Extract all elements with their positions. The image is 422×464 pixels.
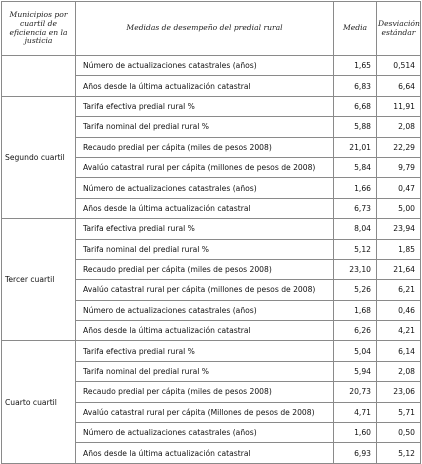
mean-cell: 5,26 [334,280,377,300]
sd-cell: 0,50 [377,423,421,443]
measure-cell: Número de actualizaciones catastrales (años) [76,178,334,198]
sd-cell: 6,21 [377,280,421,300]
performance-table [1,1,421,464]
sd-cell: 23,94 [377,219,421,239]
table-row [2,219,421,239]
group-label: Cuarto cuartil [2,341,76,463]
sd-cell: 1,85 [377,239,421,259]
sd-cell: 0,47 [377,178,421,198]
sd-cell: 23,06 [377,382,421,402]
mean-cell: 5,88 [334,117,377,137]
sd-cell: 11,91 [377,96,421,116]
sd-cell: 22,29 [377,137,421,157]
mean-cell: 5,94 [334,361,377,381]
sd-cell: 6,64 [377,76,421,96]
measure-cell: Número de actualizaciones catastrales (años) [76,56,334,76]
measure-cell: Tarifa efectiva predial rural % [76,219,334,239]
sd-cell: 21,64 [377,259,421,279]
mean-cell: 6,83 [334,76,377,96]
mean-cell: 1,65 [334,56,377,76]
sd-cell: 5,00 [377,198,421,218]
header-mean: Media [334,2,377,56]
measure-cell: Tarifa nominal del predial rural % [76,239,334,259]
table-row [2,96,421,116]
measure-cell: Recaudo predial per cápita (miles de pesos 2008) [76,259,334,279]
sd-cell: 0,46 [377,300,421,320]
mean-cell: 5,12 [334,239,377,259]
measure-cell: Avalúo catastral rural per cápita (millones de pesos de 2008) [76,280,334,300]
mean-cell: 23,10 [334,259,377,279]
measure-cell: Avalúo catastral rural per cápita (Millones de pesos de 2008) [76,402,334,422]
measure-cell: Tarifa nominal del predial rural % [76,361,334,381]
measure-cell: Número de actualizaciones catastrales (años) [76,300,334,320]
measure-cell: Recaudo predial per cápita (miles de pesos 2008) [76,382,334,402]
sd-cell: 5,12 [377,443,421,463]
mean-cell: 20,73 [334,382,377,402]
group-label: Segundo cuartil [2,96,76,218]
measure-cell: Años desde la última actualización catastral [76,198,334,218]
mean-cell: 1,68 [334,300,377,320]
sd-cell: 4,21 [377,321,421,341]
measure-cell: Años desde la última actualización catastral [76,443,334,463]
measure-cell: Número de actualizaciones catastrales (años) [76,423,334,443]
header-row [2,2,421,56]
mean-cell: 1,66 [334,178,377,198]
sd-cell: 2,08 [377,117,421,137]
header-group: Municipios por cuartil de eficiencia en la justicia [2,2,76,56]
mean-cell: 1,60 [334,423,377,443]
sd-cell: 9,79 [377,157,421,177]
table-row [2,341,421,361]
sd-cell: 2,08 [377,361,421,381]
group-label [2,56,76,97]
mean-cell: 21,01 [334,137,377,157]
measure-cell: Tarifa efectiva predial rural % [76,96,334,116]
header-measure: Medidas de desempeño del predial rural [76,2,334,56]
sd-cell: 5,71 [377,402,421,422]
measure-cell: Recaudo predial per cápita (miles de pesos 2008) [76,137,334,157]
mean-cell: 6,68 [334,96,377,116]
table-body [2,56,421,464]
mean-cell: 5,84 [334,157,377,177]
mean-cell: 6,73 [334,198,377,218]
mean-cell: 4,71 [334,402,377,422]
mean-cell: 6,93 [334,443,377,463]
mean-cell: 5,04 [334,341,377,361]
measure-cell: Años desde la última actualización catastral [76,321,334,341]
sd-cell: 6,14 [377,341,421,361]
table-row [2,56,421,76]
mean-cell: 6,26 [334,321,377,341]
table-container [1,1,421,464]
measure-cell: Tarifa nominal del predial rural % [76,117,334,137]
mean-cell: 8,04 [334,219,377,239]
group-label: Tercer cuartil [2,219,76,341]
measure-cell: Años desde la última actualización catastral [76,76,334,96]
measure-cell: Tarifa efectiva predial rural % [76,341,334,361]
header-sd: Desviación estándar [377,2,421,56]
measure-cell: Avalúo catastral rural per cápita (millones de pesos de 2008) [76,157,334,177]
sd-cell: 0,514 [377,56,421,76]
